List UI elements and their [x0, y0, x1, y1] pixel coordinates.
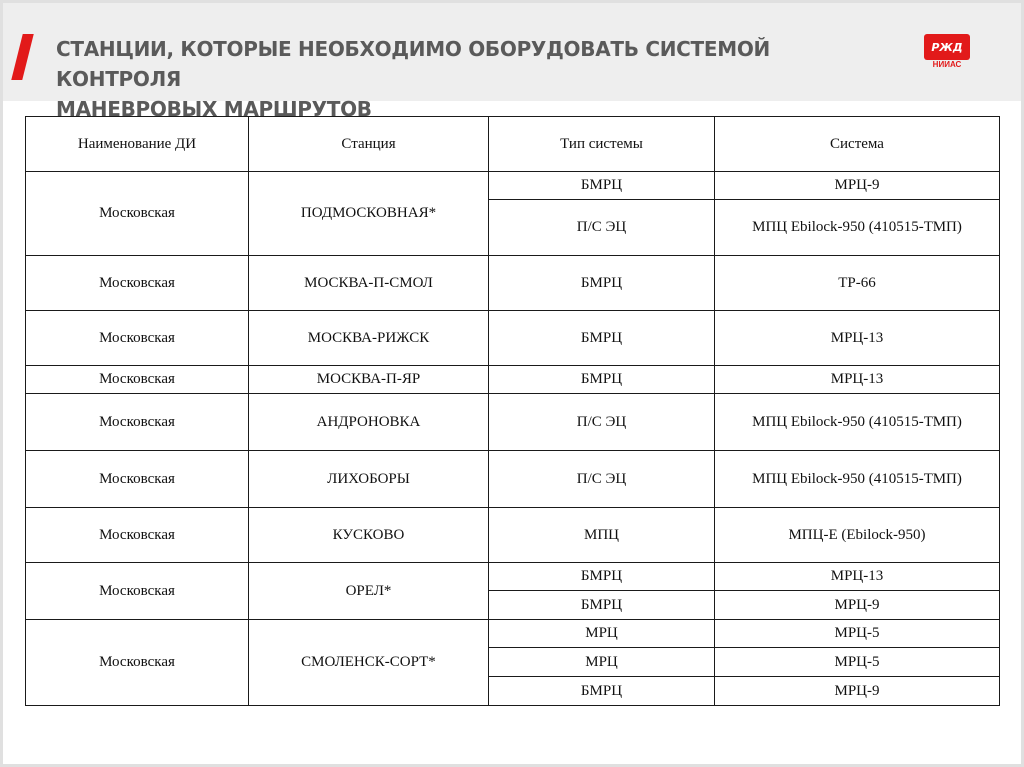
cell-station: КУСКОВО	[249, 508, 489, 563]
cell-station: МОСКВА-РИЖСК	[249, 311, 489, 366]
cell-system-type: БМРЦ	[489, 311, 715, 366]
cell-di: Московская	[26, 256, 249, 311]
cell-system-type: БМРЦ	[489, 563, 715, 591]
table-row	[26, 366, 1000, 394]
cell-station: ОРЕЛ*	[249, 563, 489, 620]
cell-system: МРЦ-13	[715, 563, 1000, 591]
cell-system-type: П/С ЭЦ	[489, 394, 715, 451]
cell-di: Московская	[26, 508, 249, 563]
cell-di: Московская	[26, 366, 249, 394]
table-row	[26, 451, 1000, 508]
cell-system-type: БМРЦ	[489, 172, 715, 200]
cell-di: Московская	[26, 394, 249, 451]
cell-system-type: МРЦ	[489, 648, 715, 677]
stations-table	[25, 116, 1000, 706]
cell-system: ТР-66	[715, 256, 1000, 311]
cell-di: Московская	[26, 620, 249, 706]
rzd-logo-badge	[924, 34, 970, 60]
cell-system-type: П/С ЭЦ	[489, 451, 715, 508]
cell-system: МПЦ Ebilock-950 (410515-ТМП)	[715, 394, 1000, 451]
cell-di: Московская	[26, 563, 249, 620]
table-row	[26, 311, 1000, 366]
table-row	[26, 256, 1000, 311]
cell-system: МРЦ-9	[715, 591, 1000, 620]
table-row	[26, 620, 1000, 648]
stations-table-wrapper	[25, 116, 999, 706]
cell-di: Московская	[26, 172, 249, 256]
cell-system-type: МРЦ	[489, 620, 715, 648]
cell-station: ЛИХОБОРЫ	[249, 451, 489, 508]
column-header-system-type: Тип системы	[489, 117, 715, 172]
cell-station: АНДРОНОВКА	[249, 394, 489, 451]
cell-system: МПЦ Ebilock-950 (410515-ТМП)	[715, 200, 1000, 256]
logo-caption: НИИАС	[932, 60, 962, 69]
cell-system-type: МПЦ	[489, 508, 715, 563]
table-header-row	[26, 117, 1000, 172]
cell-system: МРЦ-9	[715, 172, 1000, 200]
cell-system-type: БМРЦ	[489, 677, 715, 706]
table-row	[26, 172, 1000, 200]
cell-system: МРЦ-5	[715, 648, 1000, 677]
table-row	[26, 508, 1000, 563]
page-title-line-1: СТАНЦИИ, КОТОРЫЕ НЕОБХОДИМО ОБОРУДОВАТЬ СИСТЕМОЙ КОНТРОЛЯ	[56, 37, 770, 91]
cell-system: МРЦ-9	[715, 677, 1000, 706]
table-row	[26, 563, 1000, 591]
cell-system: МРЦ-13	[715, 311, 1000, 366]
page-title-line-2: МАНЕВРОВЫХ МАРШРУТОВ	[56, 97, 372, 121]
cell-station: МОСКВА-П-СМОЛ	[249, 256, 489, 311]
page-title	[56, 34, 876, 124]
rzd-logo-icon	[924, 34, 970, 60]
cell-system: МПЦ-Е (Ebilock-950)	[715, 508, 1000, 563]
column-header-station: Станция	[249, 117, 489, 172]
cell-system-type: БМРЦ	[489, 591, 715, 620]
cell-system: МРЦ-5	[715, 620, 1000, 648]
cell-system: МРЦ-13	[715, 366, 1000, 394]
cell-station: МОСКВА-П-ЯР	[249, 366, 489, 394]
cell-di: Московская	[26, 311, 249, 366]
cell-system-type: П/С ЭЦ	[489, 200, 715, 256]
cell-system: МПЦ Ebilock-950 (410515-ТМП)	[715, 451, 1000, 508]
cell-system-type: БМРЦ	[489, 256, 715, 311]
cell-station: ПОДМОСКОВНАЯ*	[249, 172, 489, 256]
column-header-system: Система	[715, 117, 1000, 172]
rzd-logo-mark: РЖД	[931, 41, 963, 54]
rzd-logo	[924, 34, 970, 70]
table-row	[26, 394, 1000, 451]
cell-di: Московская	[26, 451, 249, 508]
cell-system-type: БМРЦ	[489, 366, 715, 394]
cell-station: СМОЛЕНСК-СОРТ*	[249, 620, 489, 706]
column-header-di: Наименование ДИ	[26, 117, 249, 172]
